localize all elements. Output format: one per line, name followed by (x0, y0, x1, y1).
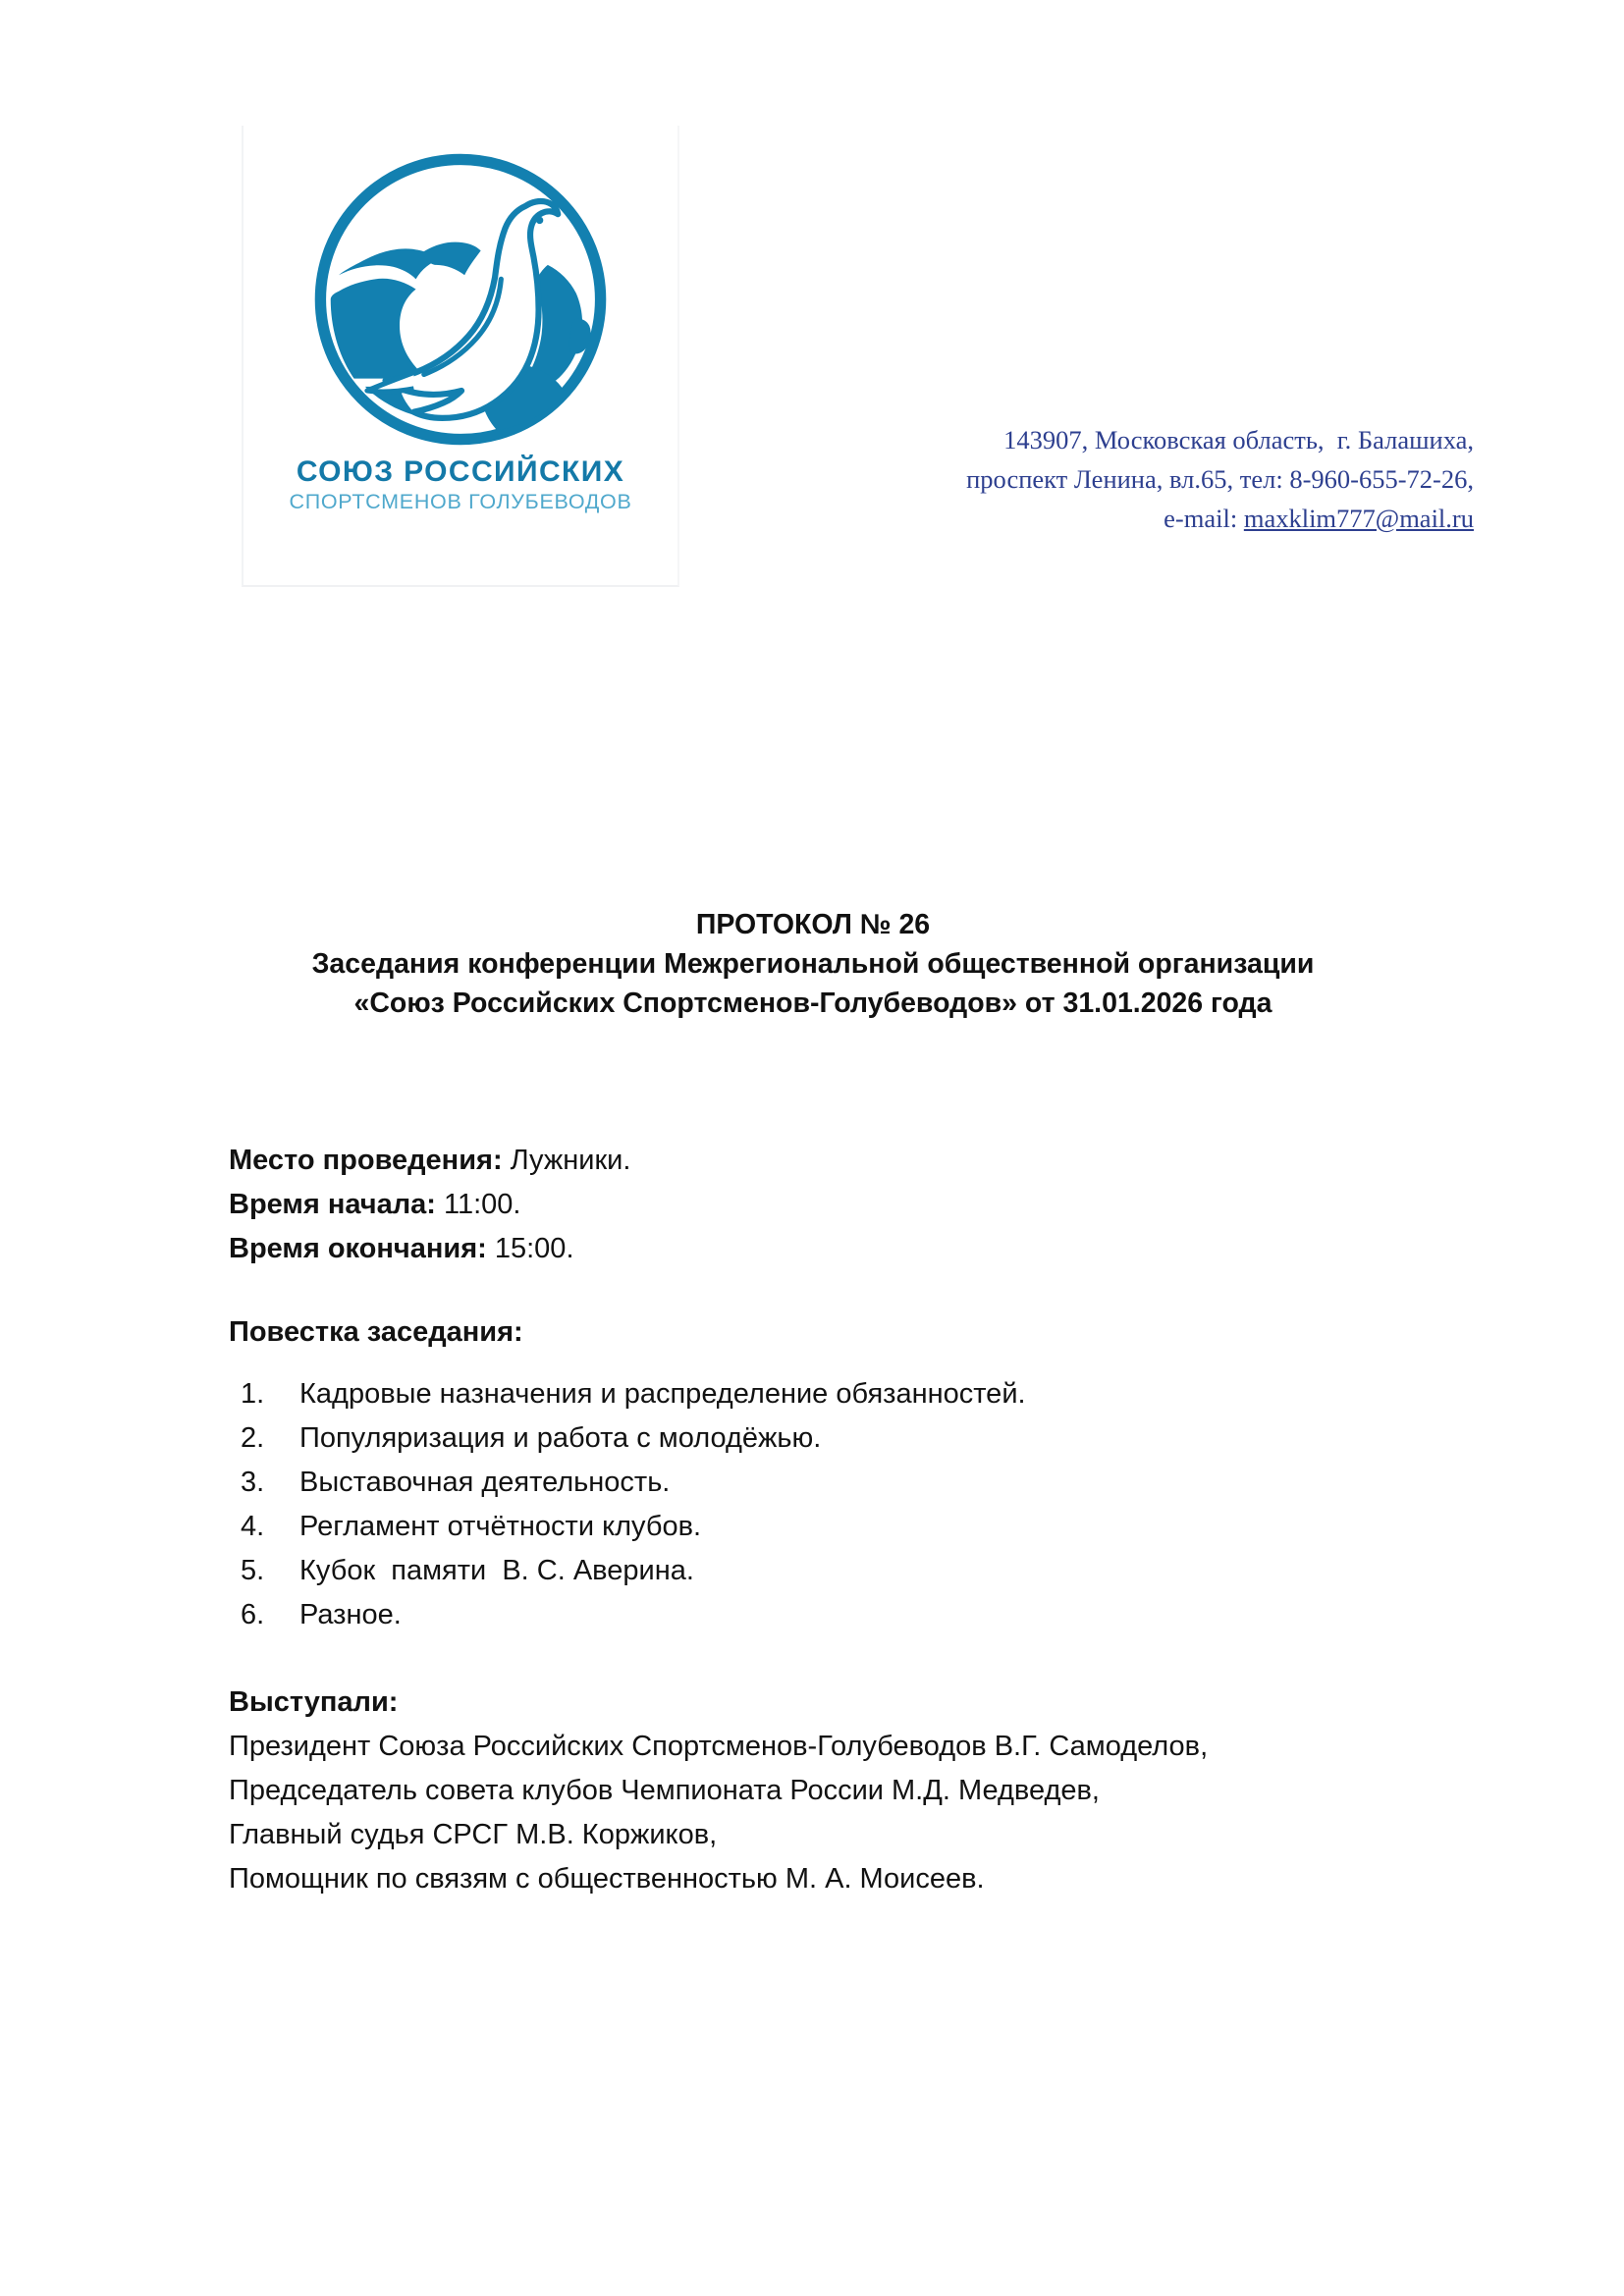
speaker-line: Председатель совета клубов Чемпионата России М.Д. Медведев, (229, 1775, 1100, 1806)
agenda-item-number: 6. (241, 1599, 265, 1630)
agenda-item (229, 1461, 1407, 1505)
speaker-line: Помощник по связям с общественностью М. А. Моисеев. (229, 1863, 985, 1895)
agenda-item (229, 1372, 1407, 1416)
meeting-place-label: Место проведения: (229, 1145, 503, 1176)
agenda-item (229, 1416, 1407, 1461)
speaker-line: Президент Союза Российских Спортсменов-Голубеводов В.Г. Самоделов, (229, 1731, 1209, 1762)
document-body (229, 1139, 1407, 1901)
meeting-start-line (229, 1183, 1407, 1227)
organization-address (688, 420, 1474, 538)
title-protocol-number: ПРОТОКОЛ № 26 (695, 909, 931, 940)
logo-wordmark-line-1: СОЮЗ РОССИЙСКИХ (296, 455, 625, 488)
agenda-item (229, 1593, 1407, 1637)
meeting-end-label: Время окончания: (229, 1233, 487, 1264)
speakers-list (229, 1725, 1407, 1901)
meeting-place-value: Лужники. (502, 1145, 631, 1176)
agenda-item-text: Кубок памяти В. С. Аверина. (299, 1555, 694, 1586)
title-subject-line-1: Заседания конференции Межрегиональной общественной организации (311, 948, 1315, 980)
email-label: e-mail: (1164, 504, 1244, 533)
agenda-item-text: Разное. (299, 1599, 402, 1630)
agenda-item-number: 1. (241, 1378, 265, 1410)
pigeon-globe-emblem-icon (308, 147, 613, 452)
logo-wordmark (289, 457, 631, 513)
meeting-start-value: 11:00. (435, 1189, 521, 1220)
address-line-email (688, 499, 1474, 538)
agenda-item-text: Кадровые назначения и распределение обязанностей. (299, 1378, 1026, 1410)
speakers-section (229, 1681, 1407, 1901)
agenda-item-number: 3. (241, 1467, 265, 1498)
meeting-start-label: Время начала: (229, 1189, 436, 1220)
agenda-item (229, 1505, 1407, 1549)
speaker-line: Главный судья СРСГ М.В. Коржиков, (229, 1819, 718, 1850)
agenda-item (229, 1549, 1407, 1593)
meeting-end-value: 15:00. (486, 1233, 574, 1264)
agenda-list (229, 1372, 1407, 1637)
agenda-item-number: 2. (241, 1422, 265, 1454)
email-link[interactable]: maxklim777@mail.ru (1243, 504, 1474, 533)
address-line-street-phone: проспект Ленина, вл.65, тел: 8-960-655-72-26, (966, 464, 1474, 494)
agenda-item-number: 5. (241, 1555, 265, 1586)
speakers-heading: Выступали: (229, 1686, 399, 1718)
document-title (229, 905, 1397, 1023)
agenda-item-number: 4. (241, 1511, 265, 1542)
agenda-item-text: Популяризация и работа с молодёжью. (299, 1422, 822, 1454)
address-line-city: 143907, Московская область, г. Балашиха, (1003, 425, 1474, 454)
title-subject-line-2: «Союз Российских Спортсменов-Голубеводов» от 31.01.2026 года (353, 988, 1272, 1019)
meeting-end-line (229, 1227, 1407, 1271)
organization-logo-block (242, 126, 679, 587)
agenda-item-text: Выставочная деятельность. (299, 1467, 671, 1498)
meeting-place-line (229, 1139, 1407, 1183)
logo-wordmark-line-2: СПОРТСМЕНОВ ГОЛУБЕВОДОВ (289, 490, 632, 513)
agenda-heading: Повестка заседания: (229, 1316, 523, 1348)
letterhead (0, 0, 1624, 609)
agenda-item-text: Регламент отчётности клубов. (299, 1511, 702, 1542)
